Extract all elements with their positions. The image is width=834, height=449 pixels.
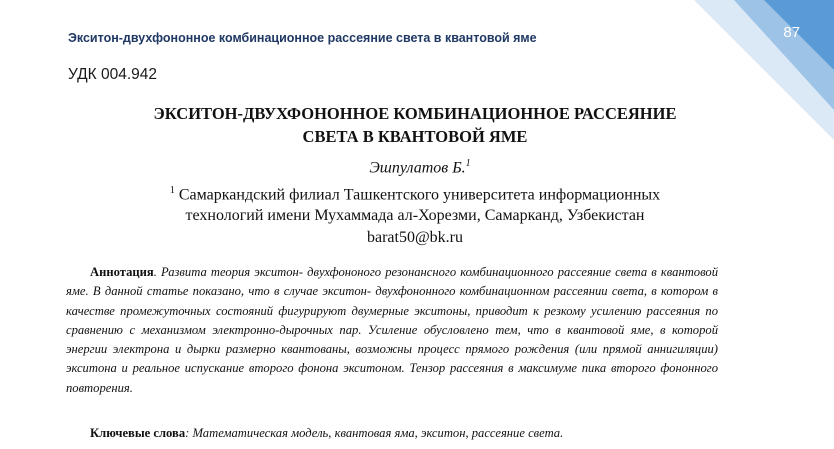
abstract-text: . Развита теория экситон- двухфононого резонансного комбинационного рассеяние света в квантовой яме. В данной статье показано, что в случае экситон- двухфононного комбинационном рассеянии света, в котором в качестве промежуточных состояний фигурируют двумерные экситоны, приводит к резкому усилению рассеяния по сравнению с механизмом электронно-дырочных пар. Усиление обусловлено тем, что в квантовой яме, в которой энергии электрона и дырки размерно квантованы, возможны процесс прямого рождения (или прямой аннигиляции) экситона и реальное испускание второго фонона экситоном. Тензор рассеяния в максимуме пика второго фононного повторения. <box>66 265 718 395</box>
keywords-text: : Математическая модель, квантовая яма, экситон, рассеяние света. <box>185 426 564 440</box>
keywords-label: Ключевые слова <box>90 426 186 440</box>
author-email: barat50@bk.ru <box>366 229 464 246</box>
author-line <box>70 158 770 177</box>
affiliation-line-2: технологий имени Мухаммада ал-Хорезми, Самарканд, Узбекистан <box>185 207 645 225</box>
abstract-paragraph <box>66 263 718 398</box>
affiliation-superscript: 1 <box>169 185 175 196</box>
page-number: 87 <box>783 24 800 41</box>
udk-code: УДК 004.942 <box>68 66 158 83</box>
author-superscript: 1 <box>465 158 471 169</box>
abstract-label: Аннотация <box>90 265 154 279</box>
affiliation <box>60 180 770 226</box>
affiliation-text-1: Самаркандский филиал Ташкентского университета информационных <box>178 186 661 204</box>
article-title-line-2: СВЕТА В КВАНТОВОЙ ЯМЕ <box>302 127 528 146</box>
affiliation-line-1 <box>60 180 770 205</box>
author-name: Эшпулатов Б. <box>369 159 466 177</box>
article-title-line-1: ЭКСИТОН-ДВУХФОНОННОЕ КОМБИНАЦИОННОЕ РАССЕЯНИЕ <box>153 104 677 123</box>
keywords-paragraph <box>90 426 730 441</box>
running-head-title: Экситон-двухфононное комбинационное рассеяние света в квантовой яме <box>68 31 537 45</box>
article-title <box>70 102 760 148</box>
